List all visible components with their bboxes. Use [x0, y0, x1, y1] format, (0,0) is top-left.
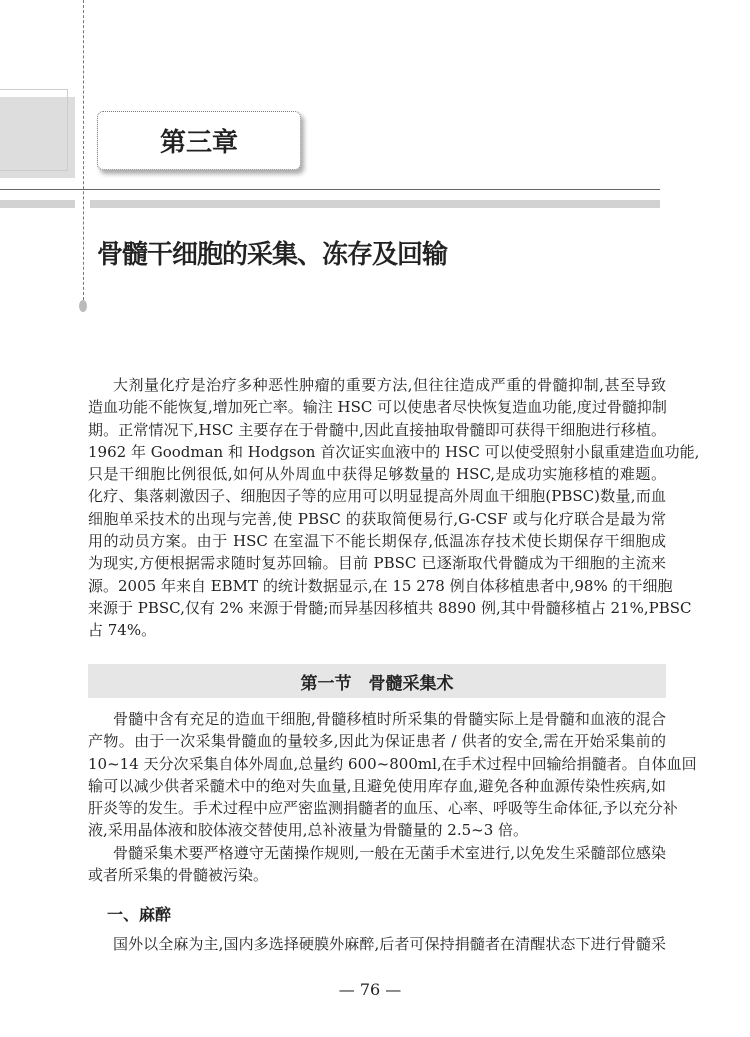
text-line: 大剂量化疗是治疗多种恶性肿瘤的重要方法,但往往造成严重的骨髓抑制,甚至导致 — [113, 376, 666, 394]
text-line: 化疗、集落刺激因子、细胞因子等的应用可以明显提高外周血干细胞(PBSC)数量,而血 — [88, 487, 666, 506]
text-line: 肝炎等的发生。手术过程中应严密监测捐髓者的血压、心率、呼吸等生命体征,予以充分补 — [88, 799, 678, 818]
text-line: 1962 年 Goodman 和 Hodgson 首次证实血液中的 HSC 可以使受照射小鼠重建造血功能, — [88, 442, 700, 461]
subsection-heading: 一、麻醉 — [107, 905, 172, 924]
section-heading: 第一节 骨髓采集术 — [88, 664, 666, 698]
page-number: — 76 — — [338, 980, 402, 999]
text-line: 源。2005 年来自 EBMT 的统计数据显示,在 15 278 例自体移植患者中,98% 的干细胞 — [88, 576, 673, 595]
chapter-label: 第三章 — [97, 111, 301, 170]
text-line: 期。正常情况下,HSC 主要存在于骨髓中,因此直接抽取骨髓即可获得干细胞进行移植。 — [88, 420, 666, 439]
text-line: 或者所采集的骨髓被污染。 — [88, 866, 269, 885]
text-line: 只是干细胞比例很低,如何从外周血中获得足够数量的 HSC,是成功实施移植的难题。 — [88, 465, 666, 484]
text-line: 国外以全麻为主,国内多选择硬膜外麻醉,后者可保持捐髓者在清醒状态下进行骨髓采 — [113, 935, 666, 953]
section-paragraph-1 — [88, 708, 697, 842]
text-line: 产物。由于一次采集骨髓血的量较多,因此为保证患者 / 供者的安全,需在开始采集前的 — [88, 732, 666, 751]
text-line: 输可以减少供者采髓术中的绝对失血量,且避免使用库存血,避免各种血源传染性疾病,如 — [88, 776, 666, 795]
text-line: 占 74%。 — [88, 621, 157, 640]
text-line: 骨髓采集术要严格遵守无菌操作规则,一般在无菌手术室进行,以免发生采髓部位感染 — [113, 844, 666, 862]
text-line: 10~14 天分次采集自体外周血,总量约 600~800ml,在手术过程中回输给捐髓者。自体血回 — [88, 754, 697, 773]
text-line: 造血功能不能恢复,增加死亡率。输注 HSC 可以使患者尽快恢复造血功能,度过骨髓抑制 — [88, 398, 667, 417]
text-line: 为现实,方便根据需求随时复苏回输。目前 PBSC 已逐渐取代骨髓成为干细胞的主流来 — [88, 554, 666, 573]
intro-paragraph — [88, 374, 700, 642]
section-paragraph-2 — [88, 842, 666, 887]
subsection-paragraph — [88, 933, 666, 955]
divider-bar-left — [0, 200, 75, 208]
decorative-outline-box — [0, 89, 68, 171]
text-line: 细胞单采技术的出现与完善,使 PBSC 的获取简便易行,G-CSF 或与化疗联合是最为常 — [88, 509, 666, 528]
text-line: 骨髓中含有充足的造血干细胞,骨髓移植时所采集的骨髓实际上是骨髓和血液的混合 — [113, 710, 666, 728]
text-line: 来源于 PBSC,仅有 2% 来源于骨髓;而异基因移植共 8890 例,其中骨髓移植占 21%,PBSC — [88, 598, 692, 617]
divider-bar — [90, 200, 660, 208]
chapter-title: 骨髓干细胞的采集、冻存及回输 — [97, 240, 448, 270]
text-line: 用的动员方案。由于 HSC 在室温下不能长期保存,低温冻存技术使长期保存干细胞成 — [88, 532, 666, 551]
decorative-dot — [79, 300, 87, 312]
text-line: 液,采用晶体液和胶体液交替使用,总补液量为骨髓量的 2.5~3 倍。 — [88, 821, 529, 840]
divider-line — [0, 189, 660, 190]
decorative-dashed-line — [83, 0, 84, 300]
